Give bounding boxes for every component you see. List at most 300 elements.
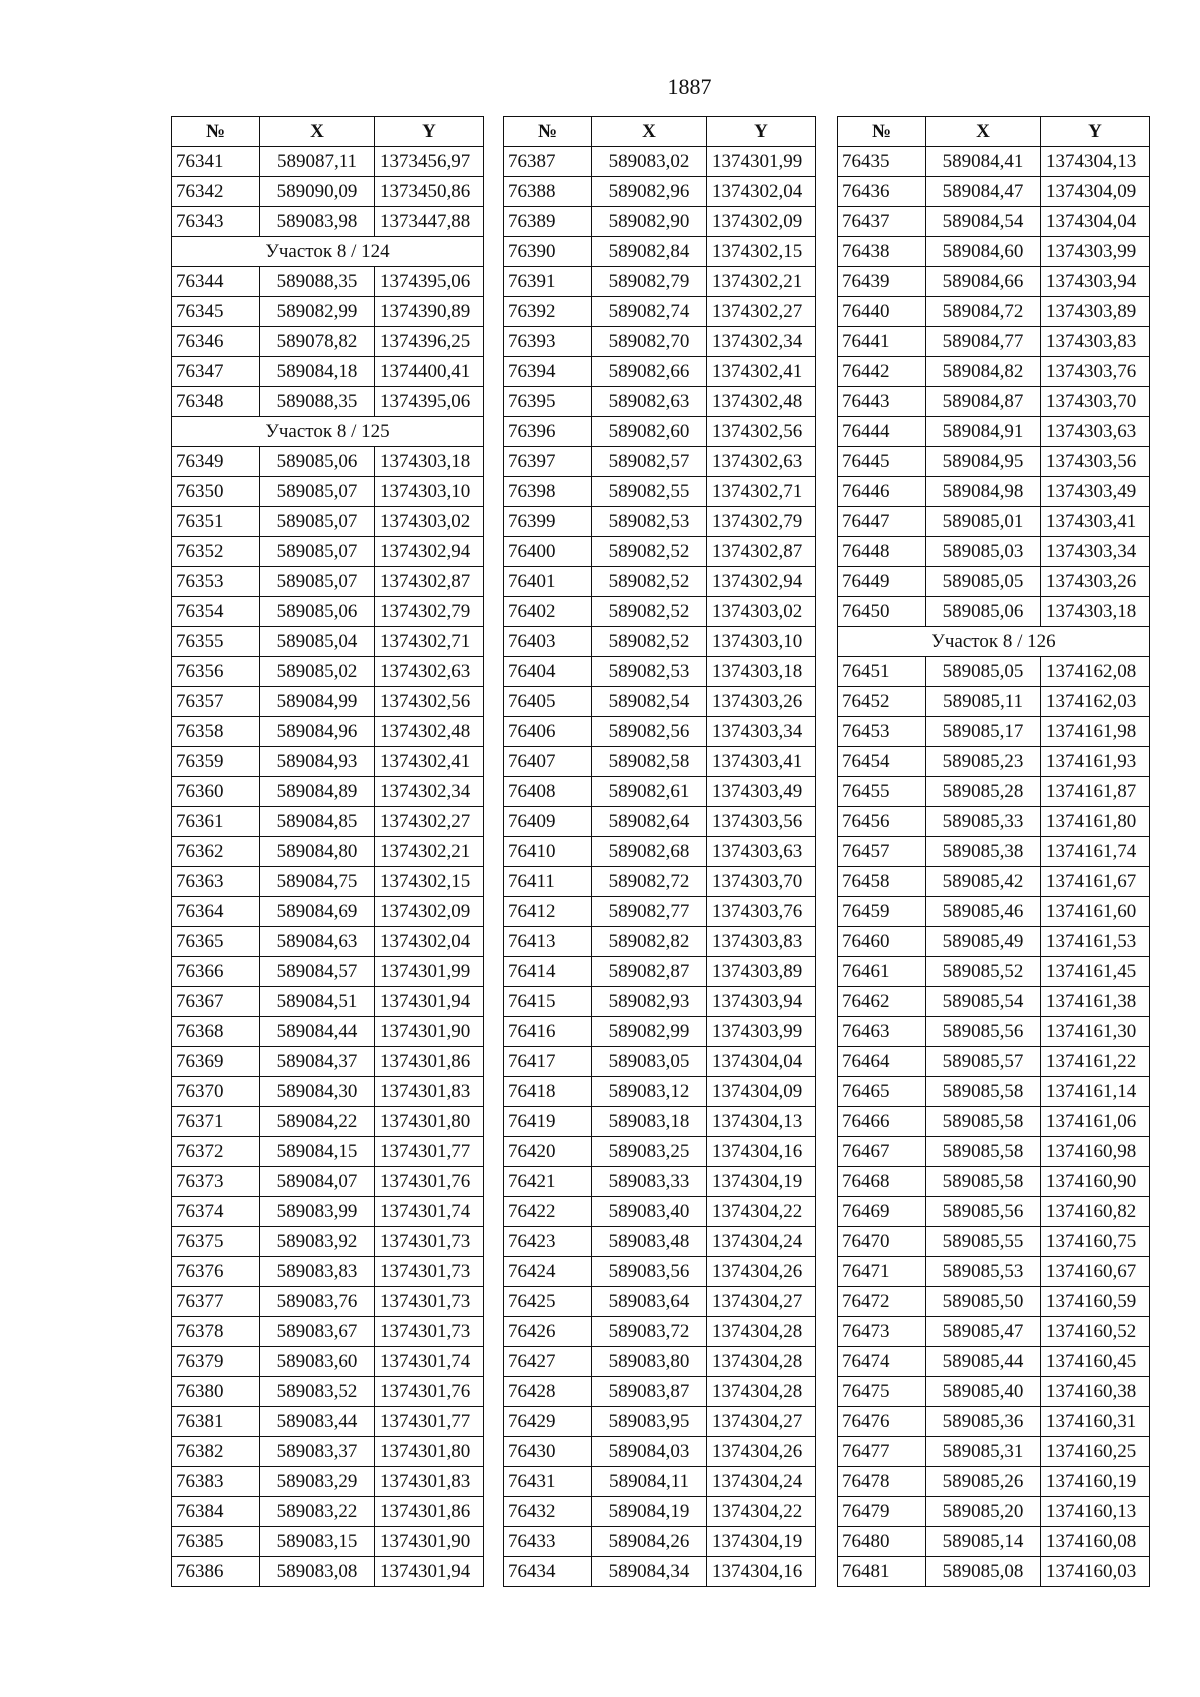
x-coordinate-cell: 589083,44 — [260, 1407, 375, 1437]
y-coordinate-cell: 1374304,09 — [1041, 177, 1150, 207]
y-coordinate-cell: 1374400,41 — [375, 357, 484, 387]
table-row — [172, 297, 484, 327]
x-coordinate-cell: 589085,08 — [926, 1557, 1041, 1587]
table-row — [172, 1137, 484, 1167]
x-coordinate-cell: 589082,52 — [592, 597, 707, 627]
point-number-cell: 76356 — [172, 657, 260, 687]
point-number-cell: 76355 — [172, 627, 260, 657]
y-coordinate-cell: 1374395,06 — [375, 267, 484, 297]
y-coordinate-cell: 1374161,98 — [1041, 717, 1150, 747]
table-row — [172, 1317, 484, 1347]
point-number-cell: 76369 — [172, 1047, 260, 1077]
x-coordinate-cell: 589085,47 — [926, 1317, 1041, 1347]
y-coordinate-cell: 1374301,74 — [375, 1197, 484, 1227]
table-row — [838, 147, 1150, 177]
point-number-cell: 76365 — [172, 927, 260, 957]
y-coordinate-cell: 1374160,13 — [1041, 1497, 1150, 1527]
point-number-cell: 76406 — [504, 717, 592, 747]
table-row — [172, 477, 484, 507]
point-number-cell: 76448 — [838, 537, 926, 567]
y-coordinate-cell: 1374304,22 — [707, 1197, 816, 1227]
point-number-cell: 76404 — [504, 657, 592, 687]
x-coordinate-cell: 589084,51 — [260, 987, 375, 1017]
point-number-cell: 76392 — [504, 297, 592, 327]
table-row — [504, 1317, 816, 1347]
table-row — [838, 1197, 1150, 1227]
point-number-cell: 76430 — [504, 1437, 592, 1467]
point-number-cell: 76446 — [838, 477, 926, 507]
column-header-y: Y — [1041, 117, 1150, 147]
x-coordinate-cell: 589083,12 — [592, 1077, 707, 1107]
table-row — [504, 567, 816, 597]
x-coordinate-cell: 589084,07 — [260, 1167, 375, 1197]
y-coordinate-cell: 1374303,76 — [707, 897, 816, 927]
x-coordinate-cell: 589083,02 — [592, 147, 707, 177]
y-coordinate-cell: 1374302,48 — [707, 387, 816, 417]
point-number-cell: 76432 — [504, 1497, 592, 1527]
table-row — [838, 1047, 1150, 1077]
point-number-cell: 76352 — [172, 537, 260, 567]
x-coordinate-cell: 589083,98 — [260, 207, 375, 237]
table-row — [172, 1107, 484, 1137]
table-row — [172, 597, 484, 627]
table-row — [838, 267, 1150, 297]
y-coordinate-cell: 1374160,45 — [1041, 1347, 1150, 1377]
y-coordinate-cell: 1374304,26 — [707, 1257, 816, 1287]
x-coordinate-cell: 589084,11 — [592, 1467, 707, 1497]
table-row — [172, 1377, 484, 1407]
x-coordinate-cell: 589085,42 — [926, 867, 1041, 897]
point-number-cell: 76421 — [504, 1167, 592, 1197]
table-row — [504, 1347, 816, 1377]
x-coordinate-cell: 589082,64 — [592, 807, 707, 837]
point-number-cell: 76386 — [172, 1557, 260, 1587]
table-row — [172, 897, 484, 927]
point-number-cell: 76363 — [172, 867, 260, 897]
table-row — [504, 1527, 816, 1557]
x-coordinate-cell: 589085,49 — [926, 927, 1041, 957]
table-row — [838, 1137, 1150, 1167]
y-coordinate-cell: 1374302,27 — [707, 297, 816, 327]
x-coordinate-cell: 589085,02 — [260, 657, 375, 687]
table-row — [838, 1017, 1150, 1047]
y-coordinate-cell: 1374302,94 — [375, 537, 484, 567]
point-number-cell: 76379 — [172, 1347, 260, 1377]
point-number-cell: 76409 — [504, 807, 592, 837]
table-row — [504, 147, 816, 177]
table-row — [504, 1287, 816, 1317]
table-row — [838, 867, 1150, 897]
x-coordinate-cell: 589085,53 — [926, 1257, 1041, 1287]
page-number: 1887 — [667, 74, 712, 99]
table-row — [172, 837, 484, 867]
table-row — [838, 717, 1150, 747]
point-number-cell: 76393 — [504, 327, 592, 357]
point-number-cell: 76408 — [504, 777, 592, 807]
y-coordinate-cell: 1374304,04 — [1041, 207, 1150, 237]
point-number-cell: 76452 — [838, 687, 926, 717]
y-coordinate-cell: 1374301,99 — [707, 147, 816, 177]
x-coordinate-cell: 589085,14 — [926, 1527, 1041, 1557]
y-coordinate-cell: 1374303,26 — [1041, 567, 1150, 597]
y-coordinate-cell: 1374160,38 — [1041, 1377, 1150, 1407]
table-row — [504, 657, 816, 687]
point-number-cell: 76462 — [838, 987, 926, 1017]
x-coordinate-cell: 589084,63 — [260, 927, 375, 957]
x-coordinate-cell: 589085,56 — [926, 1017, 1041, 1047]
table-row — [504, 1137, 816, 1167]
y-coordinate-cell: 1374304,09 — [707, 1077, 816, 1107]
point-number-cell: 76440 — [838, 297, 926, 327]
table-row — [172, 267, 484, 297]
point-number-cell: 76376 — [172, 1257, 260, 1287]
y-coordinate-cell: 1374302,21 — [707, 267, 816, 297]
y-coordinate-cell: 1374301,99 — [375, 957, 484, 987]
x-coordinate-cell: 589084,60 — [926, 237, 1041, 267]
table-row — [838, 327, 1150, 357]
x-coordinate-cell: 589082,53 — [592, 507, 707, 537]
y-coordinate-cell: 1374301,86 — [375, 1497, 484, 1527]
point-number-cell: 76419 — [504, 1107, 592, 1137]
table-row — [172, 657, 484, 687]
point-number-cell: 76425 — [504, 1287, 592, 1317]
point-number-cell: 76391 — [504, 267, 592, 297]
y-coordinate-cell: 1374302,56 — [707, 417, 816, 447]
point-number-cell: 76400 — [504, 537, 592, 567]
x-coordinate-cell: 589082,55 — [592, 477, 707, 507]
y-coordinate-cell: 1374161,14 — [1041, 1077, 1150, 1107]
point-number-cell: 76403 — [504, 627, 592, 657]
x-coordinate-cell: 589085,38 — [926, 837, 1041, 867]
point-number-cell: 76378 — [172, 1317, 260, 1347]
x-coordinate-cell: 589082,90 — [592, 207, 707, 237]
table-row — [172, 447, 484, 477]
x-coordinate-cell: 589083,72 — [592, 1317, 707, 1347]
table-row — [504, 207, 816, 237]
table-row — [838, 747, 1150, 777]
x-coordinate-cell: 589084,85 — [260, 807, 375, 837]
table-row — [504, 177, 816, 207]
point-number-cell: 76437 — [838, 207, 926, 237]
point-number-cell: 76362 — [172, 837, 260, 867]
y-coordinate-cell: 1374301,90 — [375, 1017, 484, 1047]
x-coordinate-cell: 589085,57 — [926, 1047, 1041, 1077]
column-header-x: X — [926, 117, 1041, 147]
y-coordinate-cell: 1374301,74 — [375, 1347, 484, 1377]
table-row — [504, 297, 816, 327]
y-coordinate-cell: 1374301,73 — [375, 1257, 484, 1287]
table-row — [504, 747, 816, 777]
table-row — [172, 1257, 484, 1287]
x-coordinate-cell: 589084,93 — [260, 747, 375, 777]
y-coordinate-cell: 1374303,89 — [1041, 297, 1150, 327]
y-coordinate-cell: 1374301,73 — [375, 1317, 484, 1347]
y-coordinate-cell: 1374304,24 — [707, 1227, 816, 1257]
y-coordinate-cell: 1374302,34 — [375, 777, 484, 807]
point-number-cell: 76407 — [504, 747, 592, 777]
y-coordinate-cell: 1374302,09 — [707, 207, 816, 237]
point-number-cell: 76453 — [838, 717, 926, 747]
x-coordinate-cell: 589084,98 — [926, 477, 1041, 507]
table-row — [172, 1287, 484, 1317]
table-row — [838, 387, 1150, 417]
y-coordinate-cell: 1374303,34 — [1041, 537, 1150, 567]
y-coordinate-cell: 1374161,22 — [1041, 1047, 1150, 1077]
y-coordinate-cell: 1374160,90 — [1041, 1167, 1150, 1197]
point-number-cell: 76411 — [504, 867, 592, 897]
table-row — [838, 837, 1150, 867]
y-coordinate-cell: 1374302,15 — [375, 867, 484, 897]
x-coordinate-cell: 589084,87 — [926, 387, 1041, 417]
point-number-cell: 76438 — [838, 237, 926, 267]
point-number-cell: 76367 — [172, 987, 260, 1017]
point-number-cell: 76457 — [838, 837, 926, 867]
y-coordinate-cell: 1374302,27 — [375, 807, 484, 837]
point-number-cell: 76429 — [504, 1407, 592, 1437]
point-number-cell: 76451 — [838, 657, 926, 687]
y-coordinate-cell: 1374304,26 — [707, 1437, 816, 1467]
x-coordinate-cell: 589084,95 — [926, 447, 1041, 477]
table-row — [504, 837, 816, 867]
point-number-cell: 76461 — [838, 957, 926, 987]
x-coordinate-cell: 589084,03 — [592, 1437, 707, 1467]
y-coordinate-cell: 1374303,49 — [707, 777, 816, 807]
x-coordinate-cell: 589084,26 — [592, 1527, 707, 1557]
y-coordinate-cell: 1374161,87 — [1041, 777, 1150, 807]
table-row — [504, 327, 816, 357]
point-number-cell: 76399 — [504, 507, 592, 537]
y-coordinate-cell: 1374160,25 — [1041, 1437, 1150, 1467]
section-row — [172, 417, 484, 447]
point-number-cell: 76394 — [504, 357, 592, 387]
table-row — [172, 507, 484, 537]
table-row — [172, 207, 484, 237]
table-row — [172, 717, 484, 747]
y-coordinate-cell: 1374303,56 — [707, 807, 816, 837]
point-number-cell: 76433 — [504, 1527, 592, 1557]
x-coordinate-cell: 589085,07 — [260, 477, 375, 507]
point-number-cell: 76389 — [504, 207, 592, 237]
point-number-cell: 76380 — [172, 1377, 260, 1407]
table-row — [838, 1317, 1150, 1347]
x-coordinate-cell: 589082,52 — [592, 627, 707, 657]
table-row — [172, 1197, 484, 1227]
table-row — [172, 687, 484, 717]
y-coordinate-cell: 1374302,04 — [375, 927, 484, 957]
x-coordinate-cell: 589090,09 — [260, 177, 375, 207]
y-coordinate-cell: 1374301,80 — [375, 1437, 484, 1467]
table-row — [504, 777, 816, 807]
point-number-cell: 76428 — [504, 1377, 592, 1407]
section-row — [838, 627, 1150, 657]
y-coordinate-cell: 1374303,41 — [707, 747, 816, 777]
coordinates-table-2 — [503, 116, 816, 1587]
table-row — [172, 777, 484, 807]
y-coordinate-cell: 1374396,25 — [375, 327, 484, 357]
y-coordinate-cell: 1374303,34 — [707, 717, 816, 747]
table-row — [838, 1527, 1150, 1557]
table-row — [838, 1227, 1150, 1257]
x-coordinate-cell: 589083,64 — [592, 1287, 707, 1317]
x-coordinate-cell: 589082,84 — [592, 237, 707, 267]
table-row — [504, 387, 816, 417]
x-coordinate-cell: 589083,95 — [592, 1407, 707, 1437]
point-number-cell: 76396 — [504, 417, 592, 447]
x-coordinate-cell: 589082,63 — [592, 387, 707, 417]
y-coordinate-cell: 1374304,28 — [707, 1347, 816, 1377]
y-coordinate-cell: 1374302,56 — [375, 687, 484, 717]
point-number-cell: 76427 — [504, 1347, 592, 1377]
table-row — [172, 1227, 484, 1257]
point-number-cell: 76354 — [172, 597, 260, 627]
table-row — [172, 1527, 484, 1557]
column-header-x: X — [260, 117, 375, 147]
table-row — [838, 477, 1150, 507]
point-number-cell: 76445 — [838, 447, 926, 477]
y-coordinate-cell: 1374303,02 — [375, 507, 484, 537]
point-number-cell: 76390 — [504, 237, 592, 267]
point-number-cell: 76465 — [838, 1077, 926, 1107]
table-header-row — [172, 117, 484, 147]
table-row — [504, 1497, 816, 1527]
y-coordinate-cell: 1374395,06 — [375, 387, 484, 417]
table-row — [504, 357, 816, 387]
point-number-cell: 76364 — [172, 897, 260, 927]
y-coordinate-cell: 1374160,08 — [1041, 1527, 1150, 1557]
y-coordinate-cell: 1374302,09 — [375, 897, 484, 927]
y-coordinate-cell: 1374304,28 — [707, 1317, 816, 1347]
table-row — [172, 807, 484, 837]
x-coordinate-cell: 589082,87 — [592, 957, 707, 987]
point-number-cell: 76444 — [838, 417, 926, 447]
y-coordinate-cell: 1373456,97 — [375, 147, 484, 177]
table-row — [838, 657, 1150, 687]
point-number-cell: 76381 — [172, 1407, 260, 1437]
point-number-cell: 76350 — [172, 477, 260, 507]
table-row — [838, 1377, 1150, 1407]
y-coordinate-cell: 1374161,30 — [1041, 1017, 1150, 1047]
y-coordinate-cell: 1374303,83 — [1041, 327, 1150, 357]
point-number-cell: 76366 — [172, 957, 260, 987]
point-number-cell: 76358 — [172, 717, 260, 747]
point-number-cell: 76383 — [172, 1467, 260, 1497]
point-number-cell: 76475 — [838, 1377, 926, 1407]
y-coordinate-cell: 1374302,79 — [375, 597, 484, 627]
y-coordinate-cell: 1374161,80 — [1041, 807, 1150, 837]
table-row — [504, 1377, 816, 1407]
table-row — [504, 447, 816, 477]
point-number-cell: 76479 — [838, 1497, 926, 1527]
x-coordinate-cell: 589082,56 — [592, 717, 707, 747]
table-row — [838, 1497, 1150, 1527]
x-coordinate-cell: 589084,18 — [260, 357, 375, 387]
x-coordinate-cell: 589085,33 — [926, 807, 1041, 837]
y-coordinate-cell: 1374303,89 — [707, 957, 816, 987]
point-number-cell: 76473 — [838, 1317, 926, 1347]
y-coordinate-cell: 1374303,94 — [707, 987, 816, 1017]
x-coordinate-cell: 589085,11 — [926, 687, 1041, 717]
y-coordinate-cell: 1374302,41 — [375, 747, 484, 777]
point-number-cell: 76434 — [504, 1557, 592, 1587]
table-row — [504, 597, 816, 627]
x-coordinate-cell: 589085,06 — [926, 597, 1041, 627]
y-coordinate-cell: 1374303,18 — [375, 447, 484, 477]
y-coordinate-cell: 1374162,03 — [1041, 687, 1150, 717]
y-coordinate-cell: 1374162,08 — [1041, 657, 1150, 687]
y-coordinate-cell: 1374303,56 — [1041, 447, 1150, 477]
point-number-cell: 76415 — [504, 987, 592, 1017]
x-coordinate-cell: 589084,82 — [926, 357, 1041, 387]
section-title: Участок 8 / 124 — [172, 237, 484, 267]
x-coordinate-cell: 589084,89 — [260, 777, 375, 807]
point-number-cell: 76388 — [504, 177, 592, 207]
table-row — [838, 1107, 1150, 1137]
point-number-cell: 76449 — [838, 567, 926, 597]
table-row — [504, 897, 816, 927]
y-coordinate-cell: 1374301,73 — [375, 1227, 484, 1257]
section-title: Участок 8 / 125 — [172, 417, 484, 447]
table-row — [172, 1557, 484, 1587]
point-number-cell: 76423 — [504, 1227, 592, 1257]
x-coordinate-cell: 589085,01 — [926, 507, 1041, 537]
table-row — [172, 987, 484, 1017]
x-coordinate-cell: 589083,33 — [592, 1167, 707, 1197]
y-coordinate-cell: 1373450,86 — [375, 177, 484, 207]
x-coordinate-cell: 589082,61 — [592, 777, 707, 807]
point-number-cell: 76345 — [172, 297, 260, 327]
x-coordinate-cell: 589082,96 — [592, 177, 707, 207]
table-row — [838, 1287, 1150, 1317]
point-number-cell: 76413 — [504, 927, 592, 957]
table-row — [172, 957, 484, 987]
coordinates-table-3 — [837, 116, 1150, 1587]
table-row — [838, 957, 1150, 987]
y-coordinate-cell: 1374301,90 — [375, 1527, 484, 1557]
y-coordinate-cell: 1374160,59 — [1041, 1287, 1150, 1317]
x-coordinate-cell: 589082,82 — [592, 927, 707, 957]
point-number-cell: 76470 — [838, 1227, 926, 1257]
y-coordinate-cell: 1374301,83 — [375, 1467, 484, 1497]
y-coordinate-cell: 1374304,28 — [707, 1377, 816, 1407]
point-number-cell: 76402 — [504, 597, 592, 627]
point-number-cell: 76401 — [504, 567, 592, 597]
point-number-cell: 76382 — [172, 1437, 260, 1467]
y-coordinate-cell: 1374303,10 — [375, 477, 484, 507]
point-number-cell: 76442 — [838, 357, 926, 387]
point-number-cell: 76375 — [172, 1227, 260, 1257]
x-coordinate-cell: 589082,70 — [592, 327, 707, 357]
point-number-cell: 76456 — [838, 807, 926, 837]
table-row — [504, 1197, 816, 1227]
y-coordinate-cell: 1374160,52 — [1041, 1317, 1150, 1347]
y-coordinate-cell: 1374301,76 — [375, 1377, 484, 1407]
point-number-cell: 76436 — [838, 177, 926, 207]
x-coordinate-cell: 589083,37 — [260, 1437, 375, 1467]
x-coordinate-cell: 589085,55 — [926, 1227, 1041, 1257]
table-row — [504, 957, 816, 987]
x-coordinate-cell: 589084,47 — [926, 177, 1041, 207]
x-coordinate-cell: 589084,54 — [926, 207, 1041, 237]
table-row — [172, 1047, 484, 1077]
x-coordinate-cell: 589084,99 — [260, 687, 375, 717]
point-number-cell: 76342 — [172, 177, 260, 207]
table-header-row — [504, 117, 816, 147]
table-row — [504, 1557, 816, 1587]
table-row — [172, 1437, 484, 1467]
x-coordinate-cell: 589082,77 — [592, 897, 707, 927]
table-row — [504, 267, 816, 297]
x-coordinate-cell: 589085,06 — [260, 597, 375, 627]
